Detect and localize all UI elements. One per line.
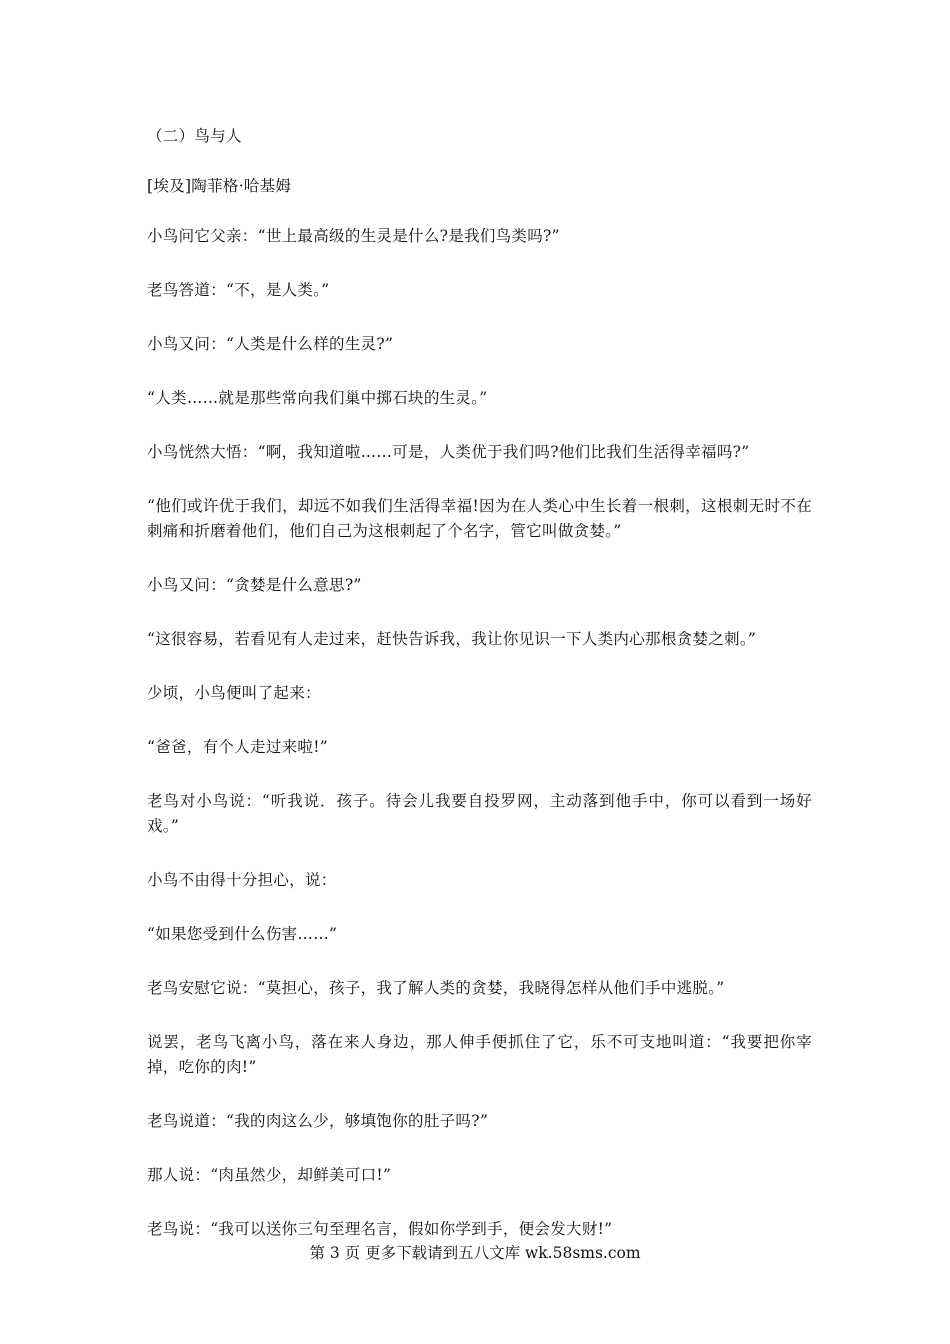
paragraph: “他们或许优于我们，却远不如我们生活得幸福!因为在人类心中生长着一根刺，这根刺无时不在刺痛和折磨着他们，他们自己为这根刺起了个名字，管它叫做贪婪。” <box>147 497 812 540</box>
paragraph: “爸爸，有个人走过来啦!” <box>147 738 328 756</box>
paragraph: 小鸟问它父亲：“世上最高级的生灵是什么?是我们鸟类吗?” <box>147 227 560 245</box>
paragraph: 小鸟又问：“人类是什么样的生灵?” <box>147 335 394 353</box>
paragraph: 小鸟恍然大悟：“啊，我知道啦……可是，人类优于我们吗?他们比我们生活得幸福吗?” <box>147 443 750 461</box>
author-line: [埃及]陶菲格·哈基姆 <box>147 177 292 195</box>
paragraph: 那人说：“肉虽然少，却鲜美可口!” <box>147 1166 392 1184</box>
paragraph: 小鸟又问：“贪婪是什么意思?” <box>147 576 362 594</box>
paragraph: “这很容易，若看见有人走过来，赶快告诉我，我让你见识一下人类内心那根贪婪之刺。” <box>147 630 757 648</box>
paragraph: 说罢，老鸟飞离小鸟，落在来人身边，那人伸手便抓住了它，乐不可支地叫道：“我要把你宰掉，吃你的肉!” <box>147 1033 812 1076</box>
paragraph: 老鸟说：“我可以送你三句至理名言，假如你学到手，便会发大财!” <box>147 1220 613 1238</box>
section-title: （二）鸟与人 <box>147 127 242 145</box>
document-body <box>147 124 812 1271</box>
paragraph: 少顷，小鸟便叫了起来： <box>147 684 321 702</box>
paragraph: 老鸟安慰它说：“莫担心，孩子，我了解人类的贪婪，我晓得怎样从他们手中逃脱。” <box>147 979 725 997</box>
paragraph: 老鸟说道：“我的肉这么少，够填饱你的肚子吗?” <box>147 1112 489 1130</box>
paragraph: 老鸟对小鸟说：“听我说．孩子。待会儿我要自投罗网，主动落到他手中，你可以看到一场好戏。” <box>147 792 812 835</box>
page-footer: 第 3 页 更多下载请到五八文库 wk.58sms.com <box>309 1244 641 1262</box>
paragraph: “人类……就是那些常向我们巢中掷石块的生灵。” <box>147 389 488 407</box>
paragraph: 老鸟答道：“不，是人类。” <box>147 281 330 299</box>
paragraph: 小鸟不由得十分担心，说： <box>147 871 337 889</box>
paragraph: “如果您受到什么伤害……” <box>147 925 338 943</box>
